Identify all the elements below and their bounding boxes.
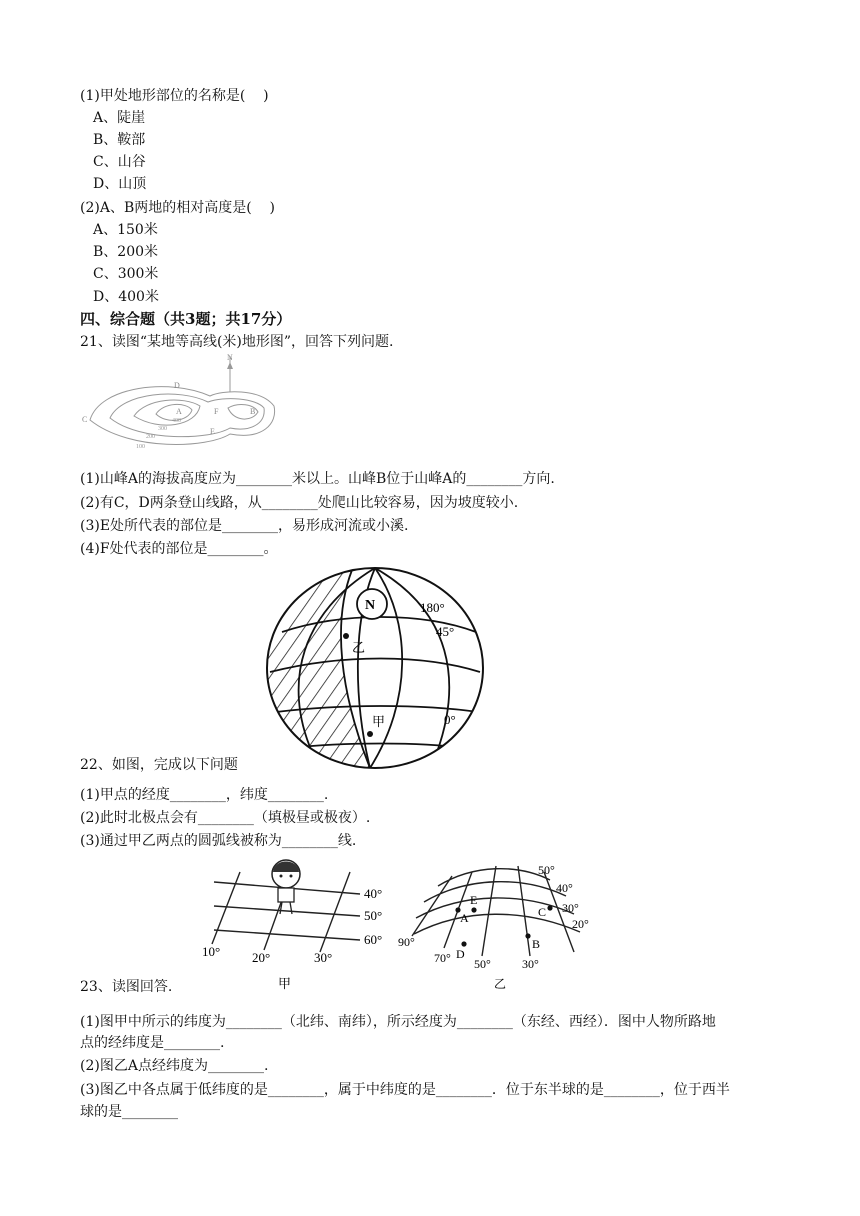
map-label-a: A: [176, 407, 182, 416]
yi-label-lat40: 40°: [556, 881, 573, 895]
q23-sub1-line1: (1)图甲中所示的纬度为________（北纬、南纬），所示经度为________（东经、西经）．图中人物所路地: [80, 1014, 716, 1030]
jia-label-lat40: 40°: [364, 886, 383, 901]
map-label-b: B: [250, 407, 256, 416]
q23-sub1-line2: 点的经纬度是________.: [80, 1035, 225, 1051]
yi-label-d: D: [456, 947, 465, 961]
yi-point-b-marker: [525, 933, 530, 938]
map-label-200: 200: [146, 434, 155, 440]
map-label-100: 100: [136, 444, 145, 450]
meridian-30: [320, 872, 350, 952]
jia-label-lat50: 50°: [364, 908, 383, 923]
jia-label-lon20: 20°: [252, 950, 271, 965]
q21-sub2: (2)有C，D两条登山线路，从________处爬山比较容易，因为坡度较小.: [80, 495, 519, 511]
q20-sub1-option-a: A、陡崖: [93, 110, 146, 126]
grid-figure-jia: [200, 852, 400, 992]
yi-label-b: B: [532, 937, 541, 951]
yi-label-lat20: 20°: [572, 917, 589, 931]
yi-caption: 乙: [494, 977, 507, 991]
yi-meridian-30: [518, 866, 530, 956]
q20-sub2-option-c: C、300米: [93, 266, 159, 282]
contour-line-300: [134, 400, 200, 425]
point-jia-marker: [367, 731, 373, 737]
q21-sub3: (3)E处所代表的部位是________，易形成河流或小溪.: [80, 518, 409, 534]
map-label-north: N: [227, 353, 233, 362]
q22-sub3: (3)通过甲乙两点的圆弧线被称为________线.: [80, 833, 357, 849]
yi-label-lon90: 90°: [398, 935, 415, 949]
globe-label-180: 180°: [420, 600, 445, 615]
q23-sub3-line2: 球的是________: [80, 1104, 178, 1120]
section-heading: 四、综合题（共3题；共17分）: [80, 310, 292, 328]
jia-label-lon10: 10°: [202, 944, 221, 959]
yi-parallel-40: [424, 882, 566, 902]
grid-figure-yi: [394, 852, 600, 992]
q23-prompt: 23、读图回答.: [80, 979, 173, 995]
map-label-400: 400: [172, 418, 181, 424]
q20-sub1: (1)甲处地形部位的名称是( ): [80, 88, 269, 104]
jia-label-lat60: 60°: [364, 932, 383, 947]
parallel-60: [214, 930, 360, 940]
yi-label-c: C: [538, 905, 547, 919]
yi-point-e-marker: [471, 907, 476, 912]
q23-sub3-line1: (3)图乙中各点属于低纬度的是________，属于中纬度的是________．位于东半球的是________，位于西半: [80, 1082, 730, 1098]
q22-sub1: (1)甲点的经度________，纬度________.: [80, 787, 329, 803]
q21-prompt: 21、读图“某地等高线(米)地形图”，回答下列问题.: [80, 334, 394, 350]
yi-label-lat50: 50°: [538, 863, 555, 877]
q20-sub2: (2)A、B两地的相对高度是( ): [80, 200, 275, 216]
map-label-e: E: [210, 427, 215, 436]
q20-sub1-option-c: C、山谷: [93, 154, 146, 170]
yi-label-lon30: 30°: [522, 957, 539, 971]
point-yi-marker: [343, 633, 349, 639]
globe-label-0: 0°: [444, 712, 456, 727]
parallel-50: [214, 906, 360, 916]
map-label-d: D: [174, 381, 180, 390]
q20-sub2-option-b: B、200米: [93, 244, 159, 260]
yi-parallel-20: [414, 914, 580, 934]
globe-label-45: 45°: [436, 624, 455, 639]
yi-label-a: A: [460, 911, 469, 925]
q20-sub1-option-d: D、山顶: [93, 176, 147, 192]
yi-label-lon70: 70°: [434, 951, 451, 965]
q22-prompt: 22、如图，完成以下问题: [80, 757, 238, 773]
globe-label-north: N: [365, 598, 376, 613]
yi-label-e: E: [470, 893, 478, 907]
globe-label-jia: 甲: [372, 714, 386, 729]
q22-sub2: (2)此时北极点会有________（填极昼或极夜）.: [80, 810, 371, 826]
yi-meridian-50: [482, 866, 496, 956]
yi-label-lon50: 50°: [474, 957, 491, 971]
q20-sub2-option-a: A、150米: [93, 222, 158, 238]
map-label-300: 300: [158, 426, 167, 432]
contour-line-200: [110, 394, 264, 437]
globe-figure: [262, 562, 488, 772]
q20-sub1-option-b: B、鞍部: [93, 132, 146, 148]
yi-label-lat30: 30°: [562, 901, 579, 915]
jia-caption: 甲: [278, 976, 292, 991]
q21-sub1: (1)山峰A的海拔高度应为________米以上。山峰B位于山峰A的________方向.: [80, 471, 555, 487]
q21-sub4: (4)F处代表的部位是________。: [80, 541, 278, 557]
jia-label-lon30: 30°: [314, 950, 333, 965]
yi-point-d-marker: [461, 941, 466, 946]
q20-sub2-option-d: D、400米: [93, 289, 159, 305]
globe-label-yi: 乙: [352, 640, 366, 655]
contour-map-figure: [80, 352, 280, 462]
north-arrow-icon: [227, 362, 233, 369]
map-label-c: C: [82, 415, 88, 424]
map-label-f: F: [214, 407, 219, 416]
q23-sub2: (2)图乙A点经纬度为________.: [80, 1058, 269, 1074]
yi-point-c-marker: [547, 905, 552, 910]
